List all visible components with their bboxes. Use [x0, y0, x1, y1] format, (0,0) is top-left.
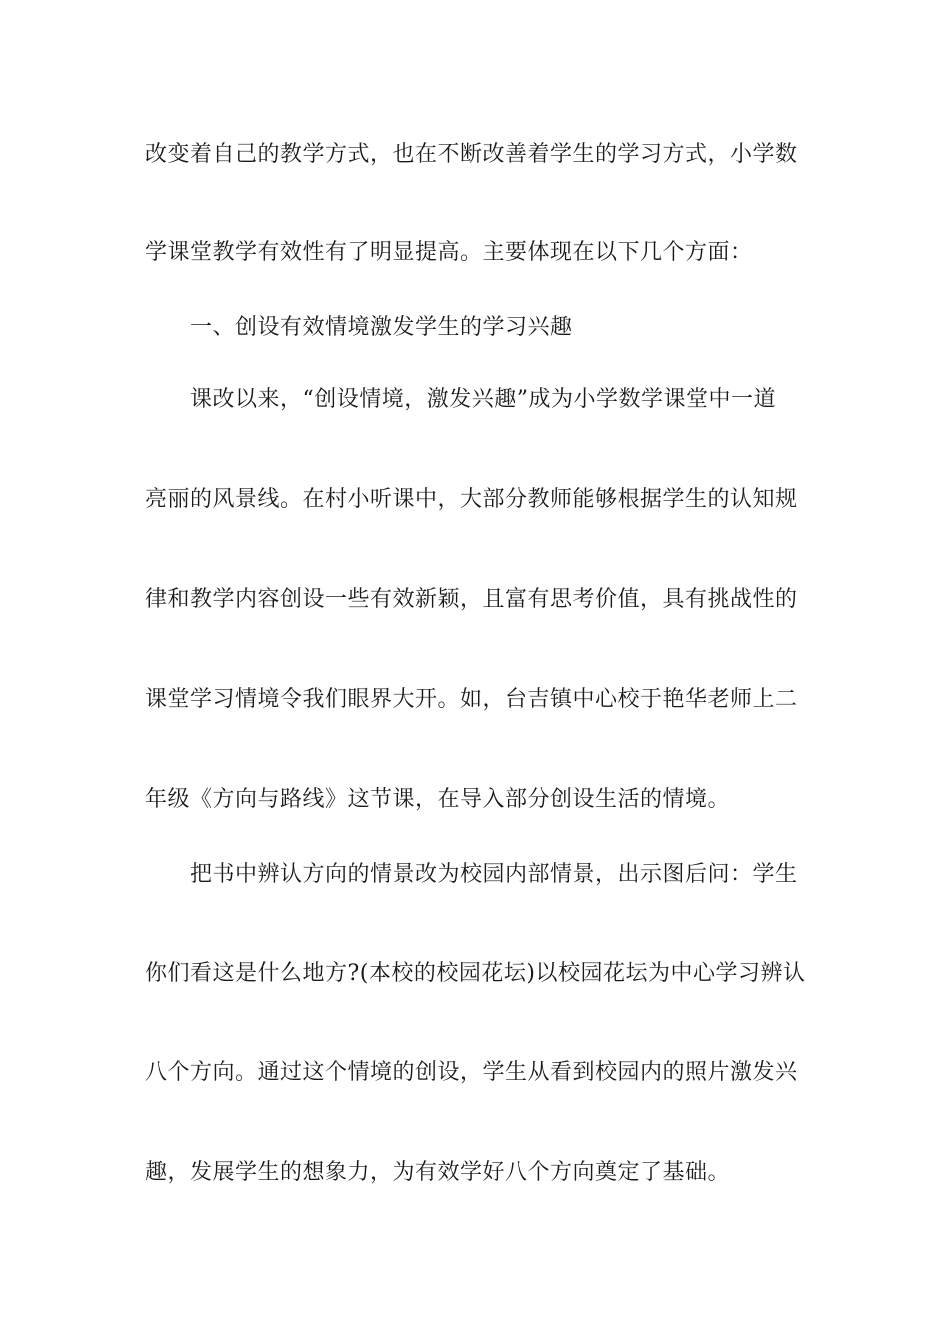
paragraph-line: 趣，发展学生的想象力，为有效学好八个方向奠定了基础。	[145, 1160, 731, 1185]
paragraph-line: 年级《方向与路线》这节课，在导入部分创设生活的情境。	[145, 787, 731, 812]
paragraph-line: 改变着自己的教学方式，也在不断改善着学生的学习方式，小学数	[145, 142, 798, 167]
paragraph-line: 亮丽的风景线。在村小听课中，大部分教师能够根据学生的认知规	[145, 487, 798, 512]
paragraph-line: 学课堂教学有效性有了明显提高。主要体现在以下几个方面：	[145, 240, 753, 265]
section-heading: 一、创设有效情境激发学生的学习兴趣	[190, 315, 573, 340]
paragraph-line: 八个方向。通过这个情境的创设，学生从看到校园内的照片激发兴	[145, 1060, 798, 1085]
paragraph-line: 课堂学习情境令我们眼界大开。如，台吉镇中心校于艳华老师上二	[145, 687, 798, 712]
paragraph-line: 律和教学内容创设一些有效新颖，且富有思考价值，具有挑战性的	[145, 587, 798, 612]
paragraph-line: 课改以来，“创设情境，激发兴趣”成为小学数学课堂中一道	[190, 387, 776, 412]
paragraph-line: 把书中辨认方向的情景改为校园内部情景，出示图后问：学生	[190, 862, 798, 887]
paragraph-line: 你们看这是什么地方?(本校的校园花坛)以校园花坛为中心学习辨认	[145, 961, 806, 986]
